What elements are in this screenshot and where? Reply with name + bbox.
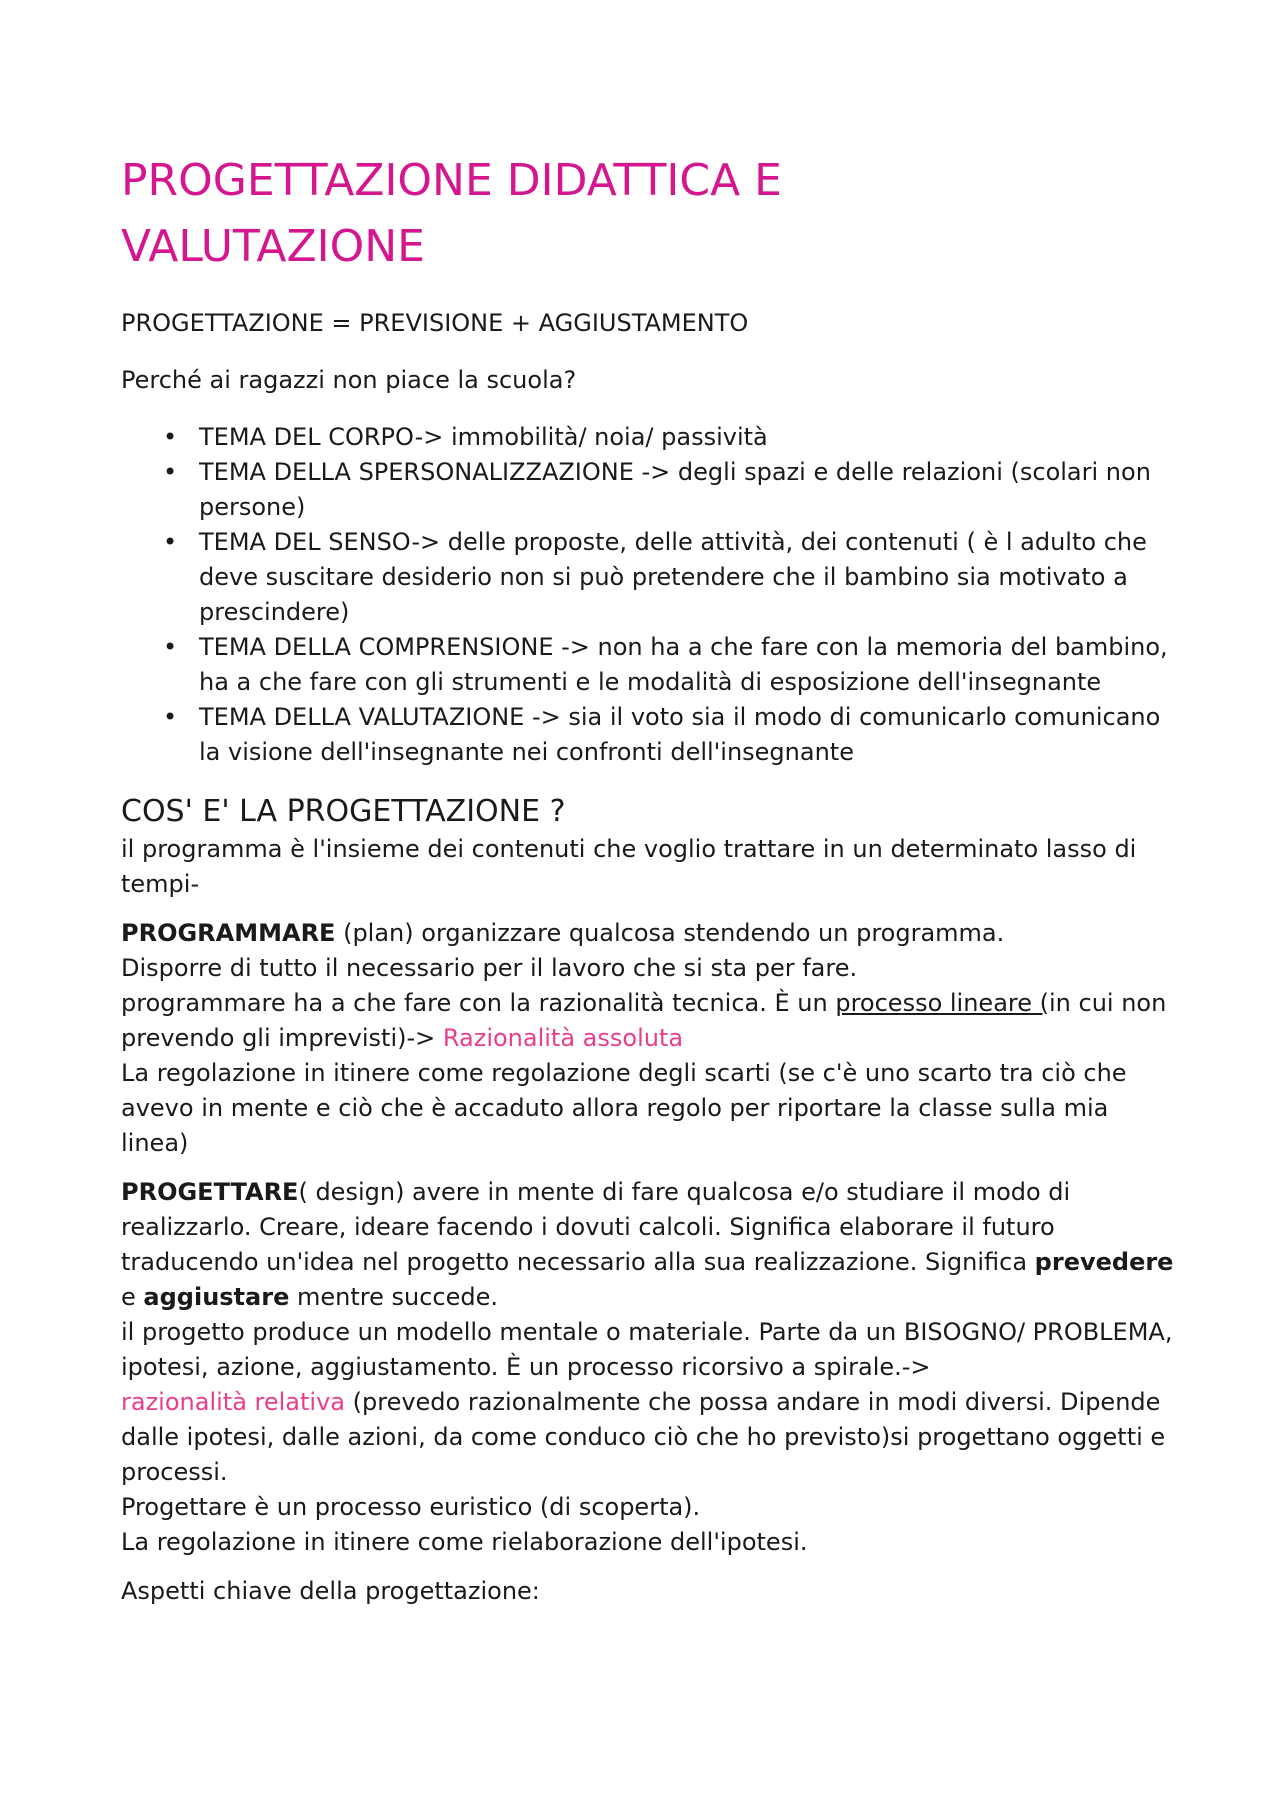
page-title: PROGETTAZIONE DIDATTICA E VALUTAZIONE (121, 155, 782, 272)
document-body (121, 148, 1181, 1609)
section-intro: il programma è l'insieme dei contenuti che voglio trattare in un determinato lasso di tempi- (121, 835, 1137, 898)
progettare-line-3: razionalità relativa (prevedo razionalmente che possa andare in modi diversi. Dipende dalle ipotesi, dalle azioni, da come conduco ciò che ho previsto)si progettano oggetti e processi. (121, 1388, 1166, 1486)
highlight-phrase: Razionalità assoluta (442, 1024, 684, 1052)
list-item: • TEMA DELLA COMPRENSIONE -> non ha a che fare con la memoria del bambino, ha a che fare con gli strumenti e le modalità di esposizione dell'insegnante (121, 630, 1181, 700)
section-heading: COS' E' LA PROGETTAZIONE ? (121, 794, 566, 829)
question-line: Perché ai ragazzi non piace la scuola? (121, 366, 577, 394)
list-item: • TEMA DELLA VALUTAZIONE -> sia il voto sia il modo di comunicarlo comunicano la visione dell'insegnante nei confronti dell'insegnante (121, 700, 1181, 770)
programmare-term: PROGRAMMARE (121, 919, 336, 947)
programmare-line-3: programmare ha a che fare con la razionalità tecnica. È un processo lineare (in cui non prevendo gli imprevisti)-> Razionalità assoluta (121, 989, 1167, 1052)
progettare-paragraph: PROGETTARE( design) avere in mente di fare qualcosa e/o studiare il modo di realizzarlo. Creare, ideare facendo i dovuti calcoli. Significa elaborare il futuro traducendo un'idea nel progetto necessario alla sua realizzazione. Significa prevedere e aggiustare mentre succede. (121, 1178, 1174, 1311)
programmare-line-4: La regolazione in itinere come regolazione degli scarti (se c'è uno scarto tra ciò che avevo in mente e ciò che è accaduto allora regolo per riportare la classe sulla mia linea) (121, 1059, 1127, 1157)
themes-list (121, 420, 1181, 770)
bullet-icon: • (163, 633, 178, 661)
bullet-icon: • (163, 458, 178, 486)
progettare-term: PROGETTARE (121, 1178, 299, 1206)
programmare-line-2: Disporre di tutto il necessario per il lavoro che si sta per fare. (121, 954, 858, 982)
bullet-icon: • (163, 423, 178, 451)
bold-aggiustare: aggiustare (143, 1283, 290, 1311)
list-item: • TEMA DEL SENSO-> delle proposte, delle attività, dei contenuti ( è l adulto che deve suscitare desiderio non si può pretendere che il bambino sia motivato a prescindere) (121, 525, 1181, 630)
bold-prevedere: prevedere (1034, 1248, 1174, 1276)
highlight-phrase: razionalità relativa (121, 1388, 345, 1416)
bullet-icon: • (163, 528, 178, 556)
progettare-line-4: Progettare è un processo euristico (di scoperta). (121, 1493, 701, 1521)
closing-line: Aspetti chiave della progettazione: (121, 1577, 540, 1605)
list-item: • TEMA DEL CORPO-> immobilità/ noia/ passività (121, 420, 1181, 455)
underlined-phrase: processo lineare ( (835, 989, 1049, 1017)
progettare-line-5: La regolazione in itinere come rielaborazione dell'ipotesi. (121, 1528, 808, 1556)
list-item: • TEMA DELLA SPERSONALIZZAZIONE -> degli spazi e delle relazioni (scolari non persone) (121, 455, 1181, 525)
bullet-icon: • (163, 703, 178, 731)
formula-line: PROGETTAZIONE = PREVISIONE + AGGIUSTAMENTO (121, 309, 749, 337)
programmare-paragraph: PROGRAMMARE (plan) organizzare qualcosa stendendo un programma. (121, 919, 1005, 947)
progettare-line-2: il progetto produce un modello mentale o materiale. Parte da un BISOGNO/ PROBLEMA, ipotesi, azione, aggiustamento. È un processo ricorsivo a spirale.-> (121, 1318, 1173, 1381)
